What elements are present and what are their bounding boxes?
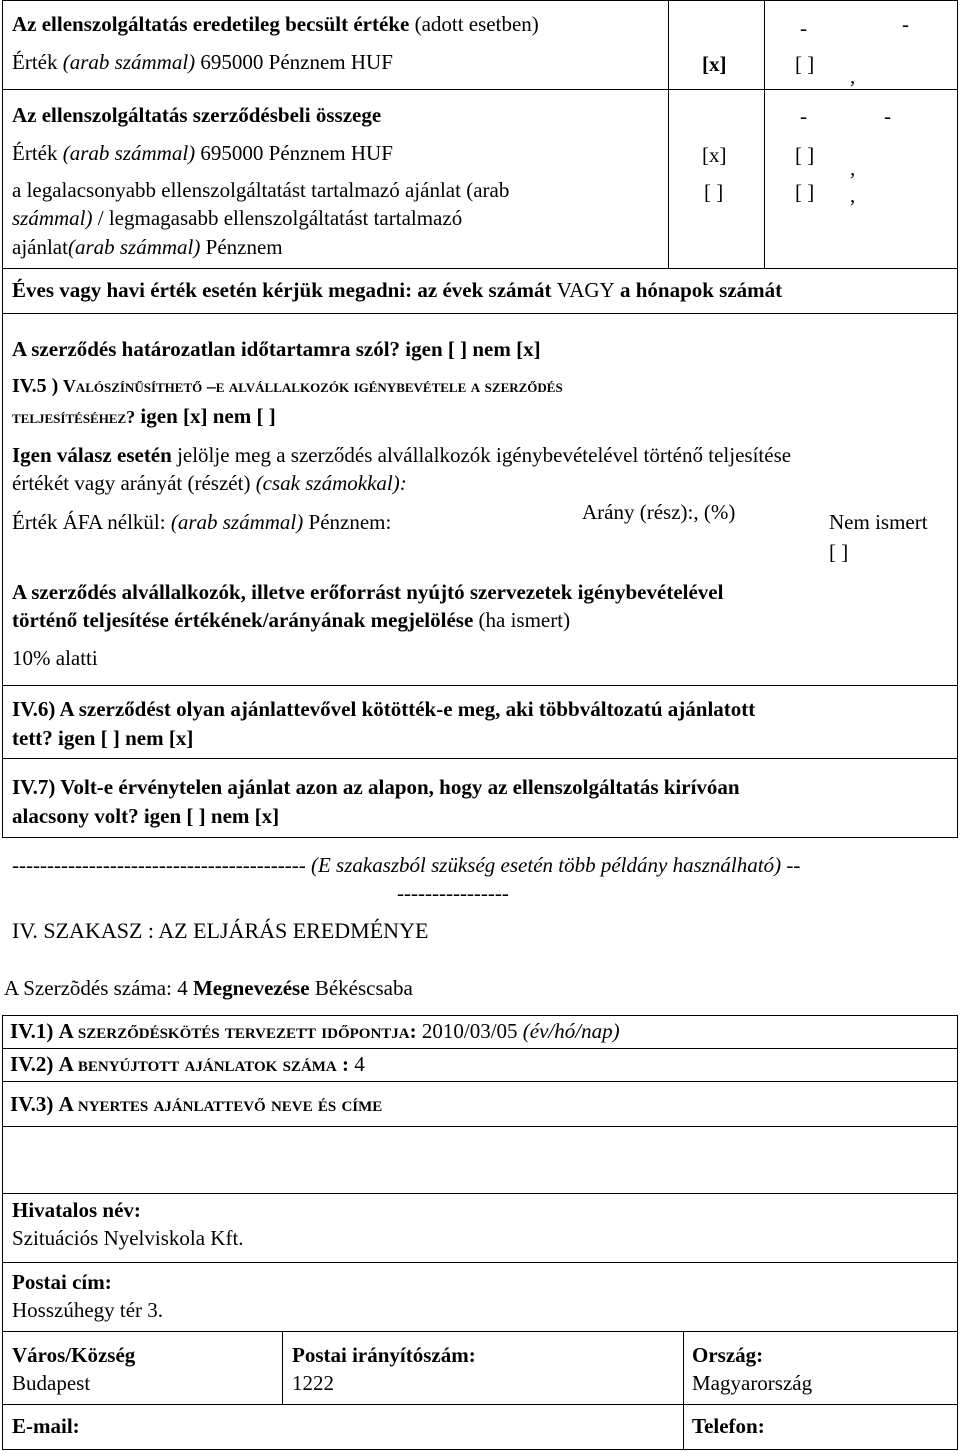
zip-value: 1222 [292,1371,334,1395]
lowest-check-1[interactable]: [ ] [704,180,724,204]
winner-divider [2,1262,958,1263]
estimated-value-line: Érték (arab számmal) 695000 Pénznem HUF [12,50,393,74]
subcontractor-value-title-2: történő teljesítése értékének/arányának megjelölése (ha ismert) [12,608,571,632]
iv3-line: IV.3) A nyertes ajánlattevő neve és címe [10,1092,383,1116]
indefinite-term-question: A szerződés határozatlan időtartamra szól? igen [ ] nem [x] [12,337,541,361]
table-row-divider [2,268,958,269]
table-divider-2 [764,0,765,268]
iv6-line-1: IV.6) A szerződést olyan ajánlattevővel kötötték-e meg, aki többváltozatú ajánlatott [12,697,756,721]
lowest-offer-line-3: ajánlat(arab számmal) Pénznem [12,235,283,259]
lowest-check-2[interactable]: [ ] [795,180,815,204]
email-label: E-mail: [12,1414,80,1438]
contract-dash-1: - [800,104,807,128]
winner-col-divider [282,1331,283,1404]
if-yes-line-1: Igen válasz esetén jelölje meg a szerződés alvállalkozók igénybevételével történő teljesítése [12,443,792,467]
contract-value-line: Érték (arab számmal) 695000 Pénznem HUF [12,141,393,165]
subcontractor-value-title-1: A szerződés alvállalkozók, illetve erőforrást nyújtó szervezetek igénybevételével [12,580,724,604]
value-without-vat-label: Érték ÁFA nélkül: (arab számmal) Pénznem: [12,510,392,534]
separator-line-1: ------------------------------------------ (E szakaszból szükség esetén több példány használható) -- [12,853,801,877]
annual-monthly-note: Éves vagy havi érték esetén kérjük megadni: az évek számát VAGY a hónapok számát [12,278,783,302]
unknown-label: Nem ismert [829,510,928,534]
iv5-heading-line-2: teljesítéséhez? igen [x] nem [ ] [12,404,276,428]
table-row-divider [2,89,958,90]
postal-address-label: Postai cím: [12,1270,112,1294]
contract-value-heading: Az ellenszolgáltatás szerződésbeli összege [12,103,382,127]
if-yes-line-2: értékét vagy arányát (részét) (csak számokkal): [12,471,407,495]
zip-label: Postai irányítószám: [292,1343,476,1367]
lowest-comma: , [850,183,856,207]
contract-dash-2: - [884,104,891,128]
phone-label: Telefon: [692,1414,765,1438]
city-value: Budapest [12,1371,91,1395]
contract-check-empty[interactable]: [ ] [795,143,815,167]
winner-divider [2,1331,958,1332]
city-label: Város/Község [12,1343,136,1367]
separator-line-2: ---------------- [397,881,509,905]
section-title: IV. SZAKASZ : AZ ELJÁRÁS EREDMÉNYE [12,918,429,943]
estimated-check-empty[interactable]: [ ] [795,52,815,76]
winner-divider [2,1193,958,1194]
iv5-heading-line-1: IV.5 ) Valószínűsíthető –e alvállalkozók igénybevétele a szerződés [12,375,563,397]
winner-details [2,1126,958,1450]
table-divider-1 [668,0,669,268]
official-name-label: Hivatalos név: [12,1198,141,1222]
official-name-value: Szituációs Nyelviskola Kft. [12,1226,244,1250]
iv7-line-2[interactable]: alacsony volt? igen [ ] nem [x] [12,804,280,828]
lowest-offer-line-1: a legalacsonyabb ellenszolgáltatást tartalmazó ajánlat (arab [12,178,510,202]
estimated-check-x[interactable]: [x] [702,52,727,76]
contract-comma: , [850,156,856,180]
iv7-line-1: IV.7) Volt-e érvénytelen ajánlat azon az alapon, hogy az ellenszolgáltatás kirívóan [12,775,740,799]
estimated-dash-2: - [902,12,909,36]
contract-check-x[interactable]: [x] [702,143,727,167]
ratio-label: Arány (rész):, (%) [582,500,736,524]
lowest-offer-line-2: számmal) / legmagasabb ellenszolgáltatást tartalmazó [12,206,463,230]
postal-address-value: Hosszúhegy tér 3. [12,1298,164,1322]
iv6-line-2[interactable]: tett? igen [ ] nem [x] [12,726,194,750]
winner-divider [2,1404,958,1405]
below-ten-percent: 10% alatti [12,646,98,670]
iv1-line: IV.1) A szerződéskötés tervezett időpontja: 2010/03/05 (év/hó/nap) [10,1019,620,1043]
estimated-dash-1: - [800,16,807,40]
estimated-comma: , [850,64,856,88]
country-label: Ország: [692,1343,764,1367]
unknown-checkbox[interactable]: [ ] [829,540,849,564]
iv2-line: IV.2) A benyújtott ajánlatok száma : 4 [10,1052,365,1076]
estimated-value-heading: Az ellenszolgáltatás eredetileg becsült értéke (adott esetben) [12,12,539,36]
winner-col-divider [683,1331,684,1450]
contract-number-line: A Szerzõdés száma: 4 Megnevezése Békéscsaba [4,976,413,1000]
country-value: Magyarország [692,1371,813,1395]
